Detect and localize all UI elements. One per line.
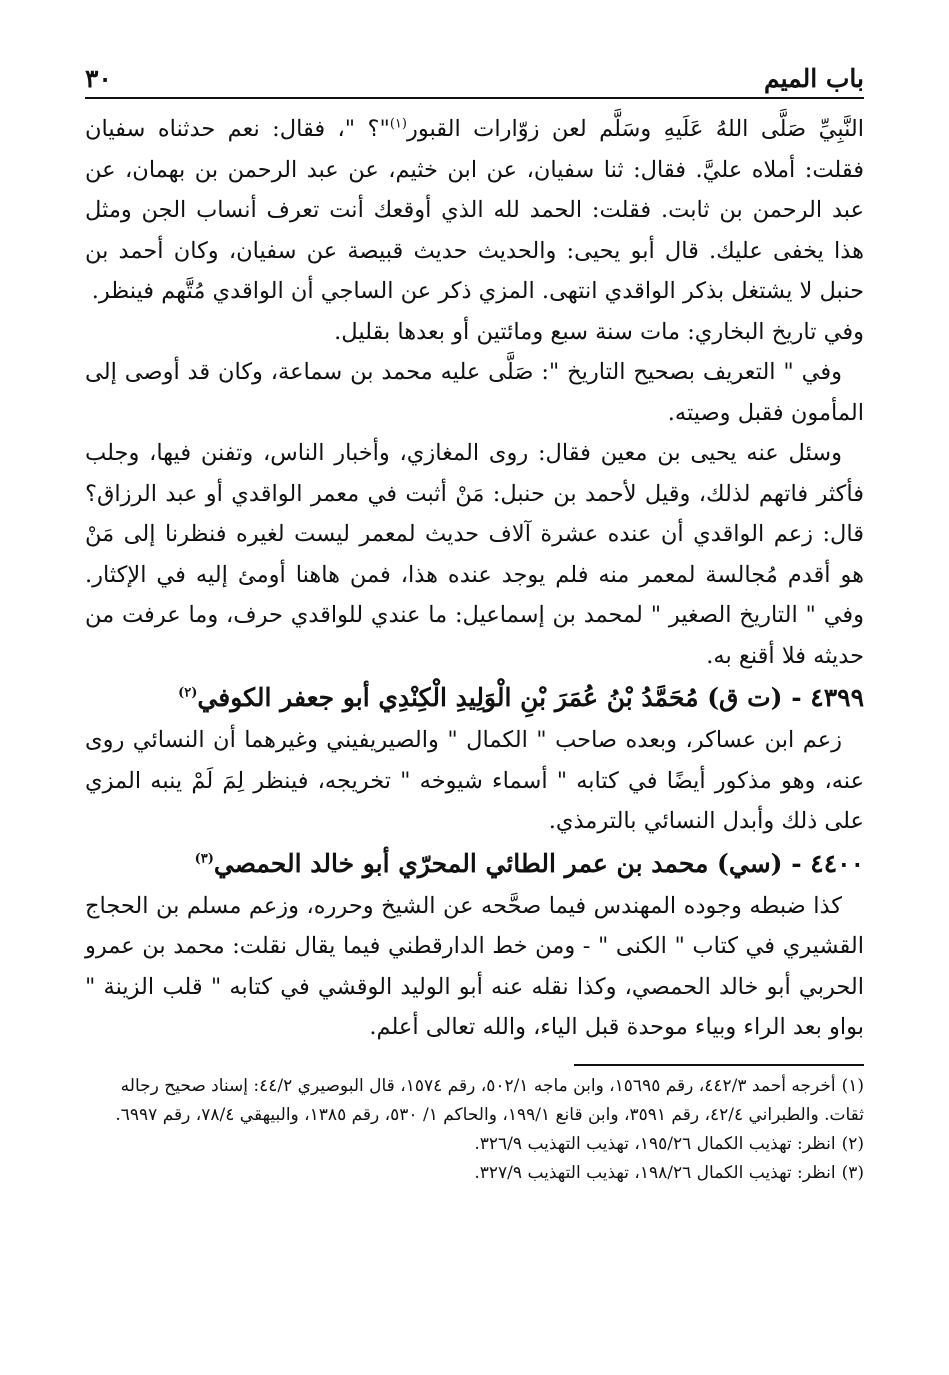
footnote-ref-3: (٣) [194,851,214,867]
paragraph-2: وفي تاريخ البخاري: مات سنة سبع ومائتين أو بعدها بقليل. [334,318,864,345]
main-text [85,109,864,1048]
paragraph-4: وسئل عنه يحيى بن معين فقال: روى المغازي، وأخبار الناس، وتفنن فيها، وجلب فأكثر فاتهم لذلك، وقيل لأحمد بن حنبل: مَنْ أثبت في معمر الواقدي أو عبد الرزاق؟ قال: زعم الواقدي أن عنده عشرة آلاف حديث لمعمر ليست لغيره فنظرنا إلى مَنْ هو أقدم مُجالسة لمعمر منه فلم يوجد عنده هذا، فمن هاهنا أومئ إليه في الإكثار. وفي " التاريخ الصغير " لمحمد بن إسماعيل: ما عندي للواقدي حرف، وما عرفت من حديثه فلا أقنع به. [85,440,864,669]
entry-heading-4400: ٤٤٠٠ - (سي) محمد بن عمر الطائي المحرّي أبو خالد الحمصي$^{(٣)}$ [194,848,864,878]
entry-text-4399: زعم ابن عساكر، وبعده صاحب " الكمال " والصيريفيني وغيرهما أن النسائي روى عنه، وهو مذكور أيضًا في كتابه " أسماء شيوخه " تخريجه، فينظر لِمَ لَمْ ينبه المزي على ذلك وأبدل النسائي بالترمذي. [85,727,864,834]
footnotes [85,1072,864,1188]
footnote-divider [574,1064,864,1066]
footnote-3: (٣)انظر: تهذيب الكمال ١٩٨/٢٦، تهذيب التهذيب ٣٢٧/٩. [474,1162,864,1183]
entry-heading-4399: ٤٣٩٩ - (ت ق) مُحَمَّدُ بْنُ عُمَرَ بْنِ الْوَلِيدِ الْكِنْدِي أبو جعفر الكوفي$^{(٢)}$ [178,683,864,712]
paragraph-1: النَّبِيِّ صَلَّى اللهُ عَلَيهِ وسَلَّم لعن زوّارات القبور$^{(١)}$"؟ "، فقال: نعم حدثناه سفيان فقلت: أملاه عليَّ. فقال: ثنا سفيان، عن ابن خثيم، عن عبد الرحمن بن بهمان، عن عبد الرحمن بن ثابت. فقلت: الحمد لله الذي أوقعك أنت تعرف أنساب الجن ومثل هذا يخفى عليك. قال أبو يحيى: والحديث حديث قبيصة عن سفيان، وكان أحمد بن حنبل لا يشتغل بذكر الواقدي انتهى. المزي ذكر عن الساجي أن الواقدي مُتَّهم فينظر. [85,116,865,304]
page-number: ٣٠ [85,64,112,93]
chapter-title: باب الميم [763,64,864,93]
footnote-1: (١)أخرجه أحمد ٤٤٢/٣، رقم ١٥٦٩٥، وابن ماجه ٥٠٢/١، رقم ١٥٧٤، قال البوصيري ٤٤/٢: إسناد صحيح رجاله ثقات. والطبراني ٤٢/٤، رقم ٣٥٩١، وابن قانع ١٩٩/١، والحاكم ١/ ٥٣٠، رقم ١٣٨٥، والبيهقي ٧٨/٤، رقم ٦٩٩٧. [115,1075,864,1125]
paragraph-3: وفي " التعريف بصحيح التاريخ ": صَلَّى عليه محمد بن سماعة، وكان قد أوصى إلى المأمون فقبل وصيته. [85,359,864,426]
footnote-ref-1: (١) [389,116,407,132]
entry-text-4400: كذا ضبطه وجوده المهندس فيما صحَّحه عن الشيخ وحرره، وزعم مسلم بن الحجاج القشيري في كتاب " الكنى " - ومن خط الدارقطني فيما يقال نقلت: محمد بن عمرو الحربي أبو خالد الحمصي، وكذا نقله عنه أبو الوليد الوقشي في كتابه " قلب الزينة " بواو بعد الراء وبياء موحدة قبل الياء، والله تعالى أعلم. [85,892,864,1040]
page-header [85,55,864,99]
footnote-ref-2: (٢) [178,685,198,701]
footnote-2: (٢)انظر: تهذيب الكمال ١٩٥/٢٦، تهذيب التهذيب ٣٢٦/٩. [474,1133,864,1154]
